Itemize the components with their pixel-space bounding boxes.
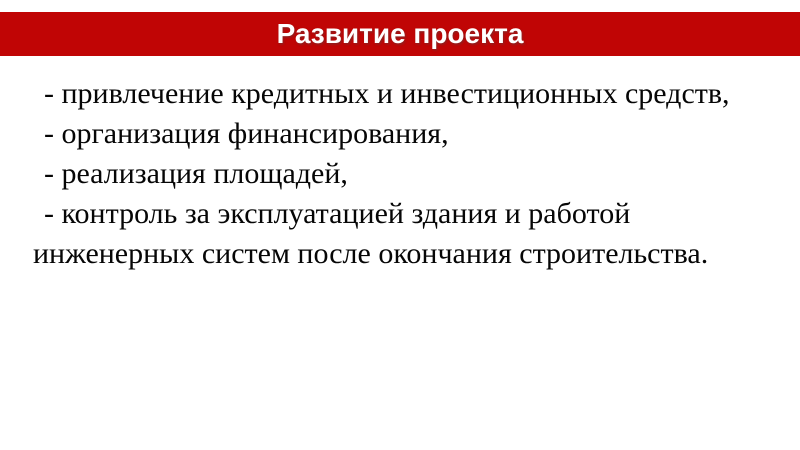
slide-body [33,74,745,274]
title-band [0,12,800,56]
bullet-item-financing: - организация финансирования, [44,117,449,150]
bullet-item-attract-funds: - привлечение кредитных и инвестиционных средств, [44,77,730,110]
bullet-item-operation-control: - контроль за эксплуатацией здания и работой инженерных систем после окончания строительства. [33,197,709,270]
bullet-item-sales: - реализация площадей, [44,157,348,190]
slide-title: Развитие проекта [276,18,524,49]
